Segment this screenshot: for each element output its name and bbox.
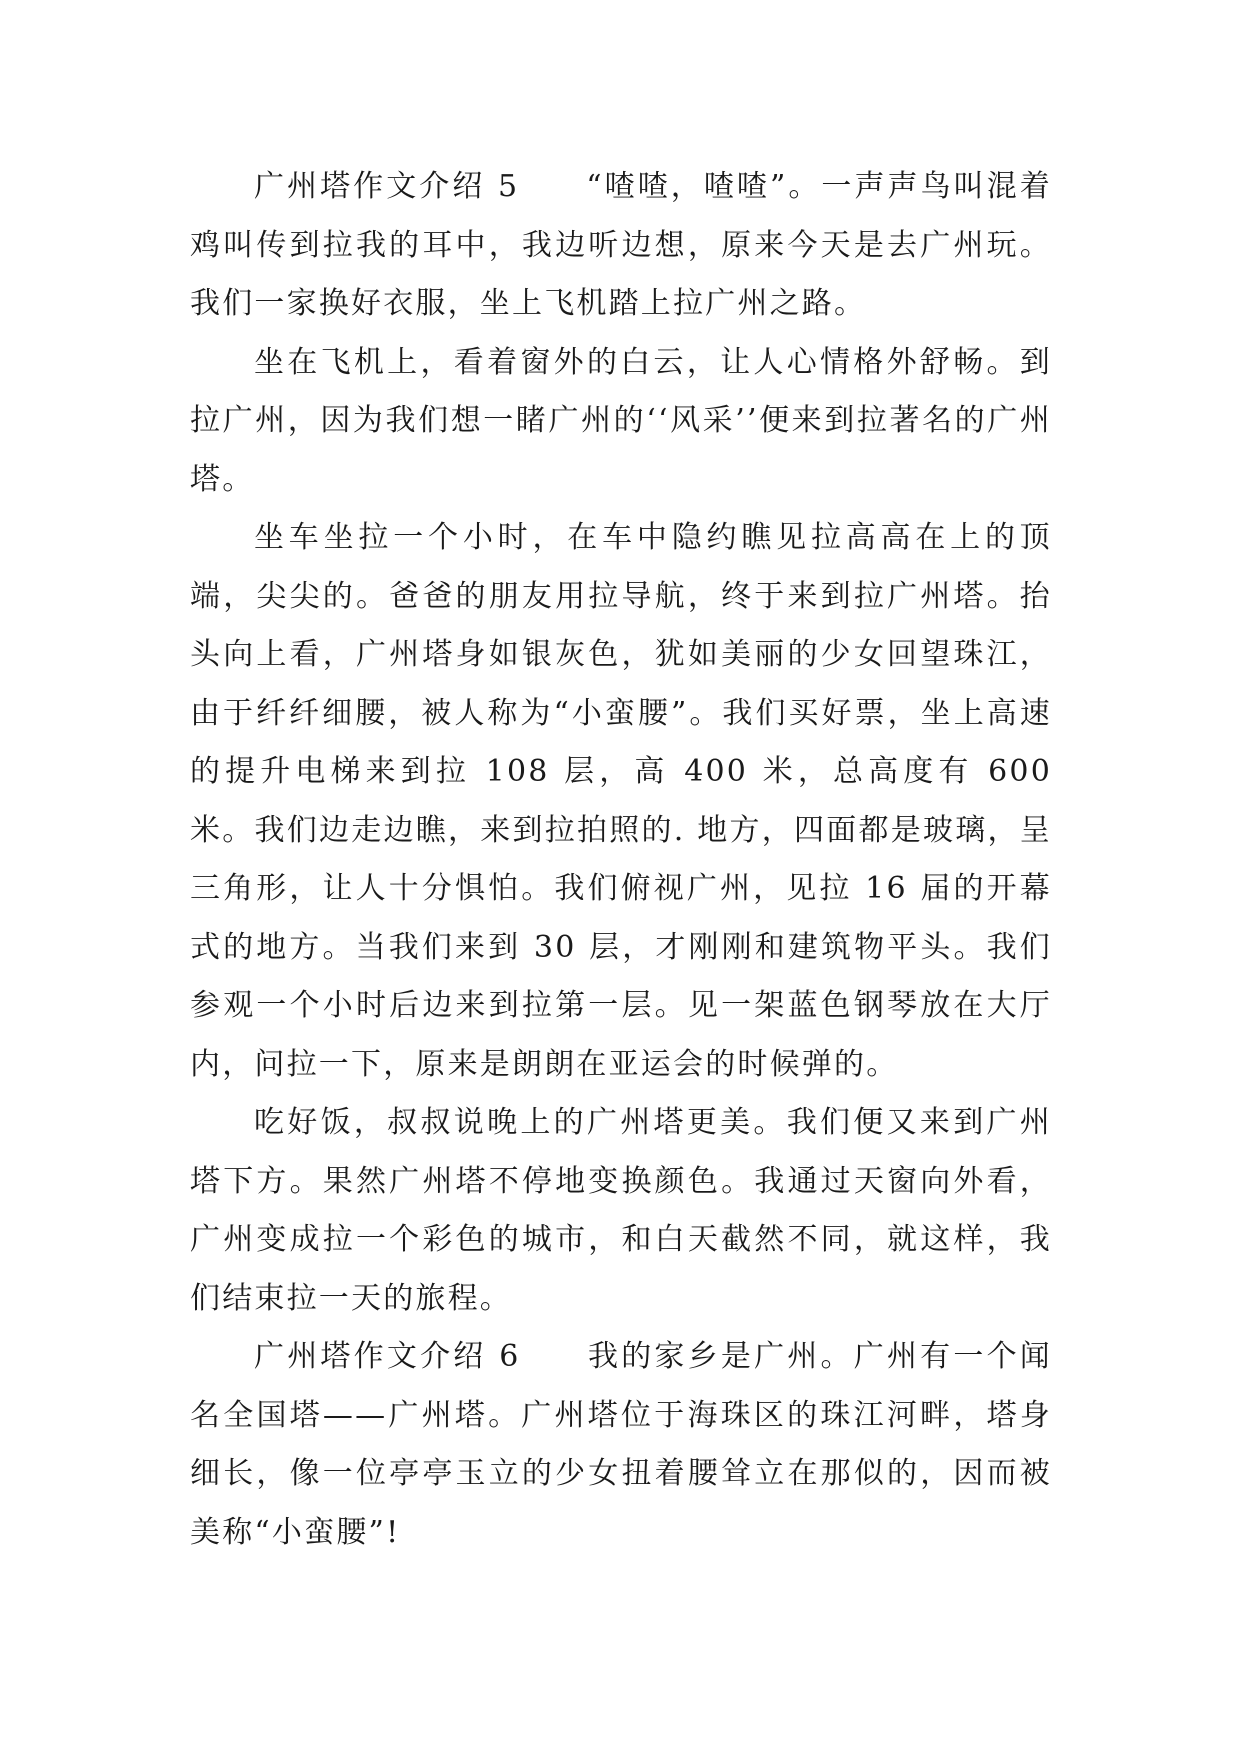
paragraph-1: 广州塔作文介绍 5 “喳喳，喳喳”。一声声鸟叫混着鸡叫传到拉我的耳中，我边听边想，原来今天是去广州玩。我们一家换好衣服，坐上飞机踏上拉广州之路。 <box>190 169 1052 321</box>
paragraph-4: 吃好饭，叔叔说晚上的广州塔更美。我们便又来到广州塔下方。果然广州塔不停地变换颜色。我通过天窗向外看，广州变成拉一个彩色的城市，和白天截然不同，就这样，我们结束拉一天的旅程。 <box>190 1105 1052 1316</box>
paragraph-5: 广州塔作文介绍 6 我的家乡是广州。广州有一个闻名全国塔——广州塔。广州塔位于海珠区的珠江河畔，塔身细长，像一位亭亭玉立的少女扭着腰耸立在那似的，因而被美称“小蛮腰”! <box>190 1339 1052 1550</box>
document-body <box>190 158 1052 1562</box>
paragraph-2: 坐在飞机上，看着窗外的白云，让人心情格外舒畅。到拉广州，因为我们想一睹广州的‘‘风采’’便来到拉著名的广州塔。 <box>190 344 1052 497</box>
paragraph-3: 坐车坐拉一个小时，在车中隐约瞧见拉高高在上的顶端，尖尖的。爸爸的朋友用拉导航，终于来到拉广州塔。抬头向上看，广州塔身如银灰色，犹如美丽的少女回望珠江，由于纤纤细腰，被人称为“小蛮腰”。我们买好票，坐上高速的提升电梯来到拉 108 层，高 400 米，总高度有 600 米。我们边走边瞧，来到拉拍照的. 地方，四面都是玻璃，呈三角形，让人十分惧怕。我们俯视广州，见拉 16 届的开幕式的地方。当我们来到 30 层，才刚刚和建筑物平头。我们参观一个小时后边来到拉第一层。见一架蓝色钢琴放在大厅内，问拉一下，原来是朗朗在亚运会的时候弹的。 <box>190 520 1052 1082</box>
